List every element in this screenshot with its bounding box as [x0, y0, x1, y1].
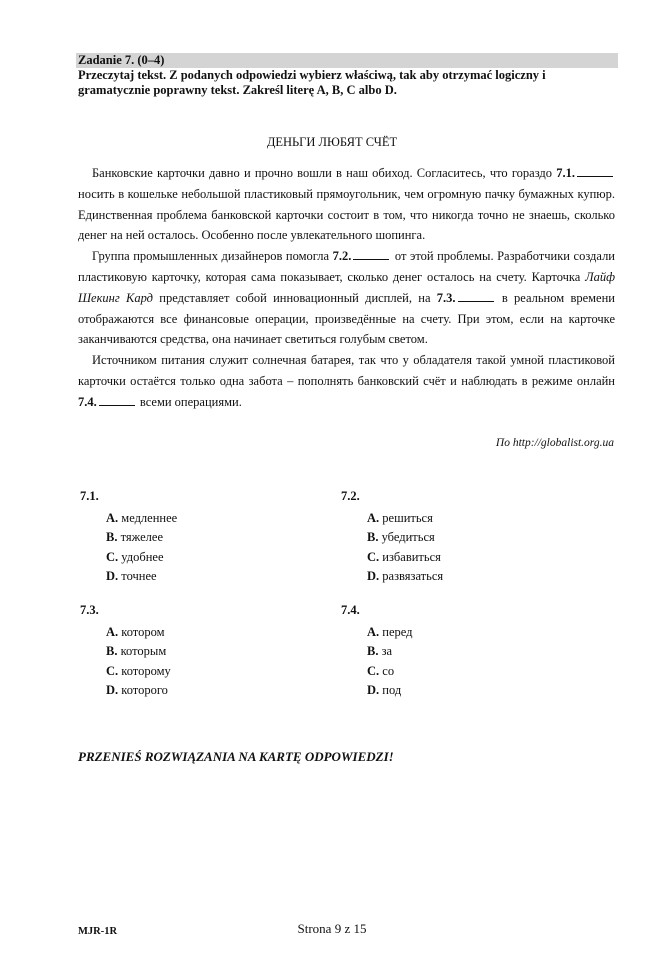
option-text: решиться — [382, 510, 433, 525]
text-segment: всеми операциями. — [136, 394, 242, 409]
option-letter: B. — [367, 644, 379, 659]
text-title: ДЕНЬГИ ЛЮБЯТ СЧЁТ — [266, 135, 398, 149]
option-text: под — [382, 683, 402, 698]
option-text: которому — [121, 663, 171, 678]
option-letter: B. — [106, 530, 118, 545]
reading-text — [78, 163, 615, 413]
option-letter: D. — [367, 683, 380, 698]
option-text: которого — [121, 683, 168, 698]
option-b[interactable] — [341, 528, 443, 548]
option-d[interactable] — [341, 681, 413, 701]
transfer-note: PRZENIEŚ ROZWIĄZANIA NA KARTĘ ODPOWIEDZI! — [78, 749, 394, 764]
option-text: за — [381, 644, 393, 659]
option-c[interactable] — [80, 662, 171, 682]
option-letter: C. — [367, 663, 380, 678]
option-text: тяжелее — [120, 530, 163, 545]
option-letter: C. — [106, 663, 119, 678]
option-letter: B. — [367, 530, 379, 545]
gap-label-7-1: 7.1. — [556, 166, 575, 180]
text-segment: в реальном времени отображаются все финансовые операции, произведённые на счету. При этом, если на карточке заканчиваются средства, она начинает светиться голубым светом. — [78, 290, 615, 347]
paragraph-3 — [78, 350, 615, 412]
question-7-3 — [80, 601, 171, 701]
option-letter: A. — [106, 624, 119, 639]
text-segment: от этой проблемы. Разработчики создали пластиковую карточку, которая сама показывает, сколько денег осталось на счету. Карточка — [78, 249, 615, 284]
option-b[interactable] — [80, 642, 171, 662]
gap-blank-7-4 — [99, 395, 135, 406]
option-c[interactable] — [341, 548, 443, 568]
gap-label-7-4: 7.4. — [78, 394, 97, 409]
option-text: медленнее — [121, 510, 178, 525]
gap-blank-7-1 — [577, 166, 613, 177]
question-number: 7.3. — [80, 603, 99, 617]
exam-code: MJR-1R — [78, 926, 118, 937]
option-letter: D. — [106, 683, 119, 698]
option-text: убедиться — [381, 530, 435, 545]
option-letter: D. — [367, 569, 380, 584]
source-citation: По http://globalist.org.ua — [495, 437, 614, 449]
option-a[interactable] — [80, 623, 171, 643]
question-7-2 — [341, 487, 443, 587]
option-letter: A. — [367, 624, 380, 639]
paragraph-1 — [78, 163, 615, 246]
option-a[interactable] — [341, 623, 413, 643]
card-name: Лайф Шекинг Кард — [78, 269, 615, 305]
option-text: перед — [382, 624, 413, 639]
text-segment: Группа промышленных дизайнеров помогла — [92, 249, 333, 264]
text-segment: представляет собой инновационный дисплей, на — [153, 290, 437, 305]
gap-blank-7-2 — [353, 249, 389, 260]
option-text: со — [382, 663, 395, 678]
option-c[interactable] — [80, 548, 177, 568]
question-7-4 — [341, 601, 413, 701]
text-segment: Банковские карточки давно и прочно вошли в наш обиход. Согласитесь, что гораздо — [92, 166, 557, 180]
gap-blank-7-3 — [458, 291, 494, 302]
text-segment: носить в кошельке небольшой пластиковый прямоугольник, чем огромную пачку бумажных купюр. Единственная проблема банковской карточки состоит в том, что никогда точно не знаешь, сколько денег на ней осталось. Особенно после увлекательного шопинга. — [78, 186, 615, 243]
option-text: которым — [120, 644, 167, 659]
text-segment: Источником питания служит солнечная батарея, так что у обладателя такой умной пластиковой карточки остаётся только одна забота – пополнять банковский счёт и наблюдать в режиме онлайн — [78, 353, 615, 388]
option-c[interactable] — [341, 662, 413, 682]
gap-label-7-3: 7.3. — [436, 290, 456, 305]
option-a[interactable] — [341, 509, 443, 529]
option-d[interactable] — [341, 567, 443, 587]
option-text: точнее — [121, 569, 157, 584]
question-number: 7.4. — [341, 603, 360, 617]
option-letter: A. — [106, 510, 119, 525]
option-letter: B. — [106, 644, 118, 659]
task-instructions: Przeczytaj tekst. Z podanych odpowiedzi wybierz właściwą, tak aby otrzymać logiczny i gramatycznie poprawny tekst. Zakreśl literę A, B, C albo D. — [78, 68, 546, 97]
option-text: котором — [121, 624, 165, 639]
option-text: удобнее — [121, 549, 164, 564]
option-d[interactable] — [80, 567, 177, 587]
page-number: Strona 9 z 15 — [297, 921, 367, 936]
question-number: 7.1. — [80, 489, 99, 503]
option-letter: C. — [106, 549, 119, 564]
option-letter: C. — [367, 549, 380, 564]
question-7-1 — [80, 487, 177, 587]
option-d[interactable] — [80, 681, 171, 701]
question-number: 7.2. — [341, 489, 360, 503]
task-title: Zadanie 7. (0–4) — [76, 53, 618, 68]
option-text: развязаться — [382, 569, 444, 584]
option-b[interactable] — [341, 642, 413, 662]
option-letter: A. — [367, 510, 380, 525]
gap-label-7-2: 7.2. — [332, 249, 352, 264]
option-b[interactable] — [80, 528, 177, 548]
option-a[interactable] — [80, 509, 177, 529]
paragraph-2 — [78, 246, 615, 350]
option-text: избавиться — [382, 549, 441, 564]
option-letter: D. — [106, 569, 119, 584]
